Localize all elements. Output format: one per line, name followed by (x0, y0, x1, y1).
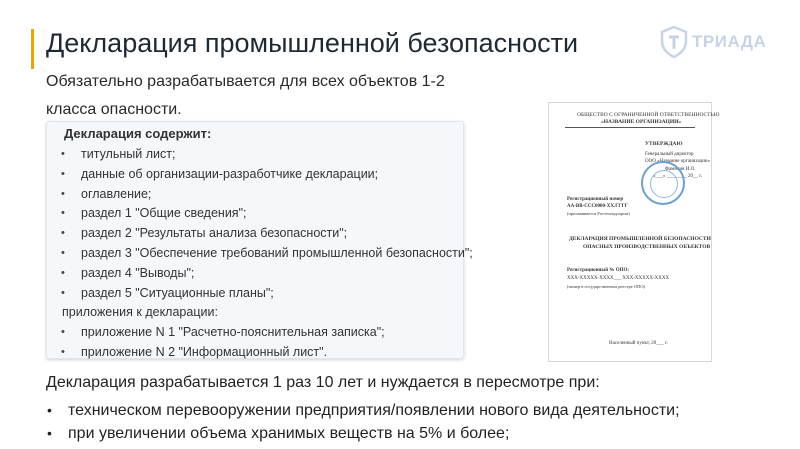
doc-approve: УТВЕРЖДАЮ (645, 141, 683, 147)
declaration-item: • титульный лист; (57, 145, 473, 165)
company-logo (660, 24, 770, 60)
declaration-heading: Декларация содержит: (64, 126, 212, 141)
doc-director: Генеральный директор (645, 152, 694, 157)
revision-condition-item: • при увеличении объема хранимых веществ на 5% и более; (46, 422, 680, 445)
doc-title-line1: ДЕКЛАРАЦИЯ ПРОМЫШЛЕННОЙ БЕЗОПАСНОСТИ (569, 236, 711, 242)
doc-opo-label: Регистрационный № ОПО: (567, 268, 630, 273)
doc-title-line2: ОПАСНЫХ ПРОИЗВОДСТВЕННЫХ ОБЪЕКТОВ (583, 244, 711, 250)
declaration-item: • раздел 2 "Результаты анализа безопасности"; (57, 224, 473, 244)
declaration-item: • данные об организации-разработчике декларации; (57, 165, 473, 185)
stamp-seal (641, 161, 685, 205)
declaration-items-list (57, 145, 473, 363)
declaration-item: • приложение N 2 "Информационный лист". (57, 343, 473, 363)
declaration-subheading: приложения к декларации: (62, 305, 218, 320)
doc-reg-number: АА-ВВ-ССС0000-ХХ.ГГГГ (567, 204, 628, 209)
declaration-contents-box (46, 121, 473, 359)
doc-opo-note: (номер в государственном реестре ОПО) (567, 284, 646, 289)
declaration-item: • раздел 4 "Выводы"; (57, 264, 473, 284)
doc-org-line2: «НАЗВАНИЕ ОРГАНИЗАЦИИ» (601, 119, 682, 125)
doc-footer: Населенный пункт, 20___ г. (609, 341, 668, 346)
page-subtitle: Обязательно разрабатывается для всех объектов 1-2 класса опасности. (46, 73, 445, 118)
doc-header-rule (565, 127, 695, 128)
document-preview (548, 102, 720, 362)
revision-condition-item: • техническом перевооружении предприятия/появлении нового вида деятельности; (46, 399, 680, 422)
shield-icon (660, 26, 688, 58)
doc-reg-label: Регистрационный номер (567, 197, 624, 202)
declaration-item: • раздел 5 "Ситуационные планы"; (57, 284, 473, 304)
page-title: Декларация промышленной безопасности (46, 28, 579, 58)
logo-text: ТРИАДА (692, 32, 767, 51)
declaration-item: • оглавление; (57, 185, 473, 205)
declaration-item: • раздел 3 "Обеспечение требований промышленной безопасности"; (57, 244, 473, 264)
doc-director-sign: Фамилия И.О. (665, 167, 696, 172)
doc-org-line1: ОБЩЕСТВО С ОГРАНИЧЕННОЙ ОТВЕТСТВЕННОСТЬЮ (577, 112, 720, 118)
doc-date-line: «___» ________ 20__ г. (653, 174, 702, 179)
declaration-item: • раздел 1 "Общие сведения"; (57, 204, 473, 224)
revision-conditions-list (46, 399, 680, 445)
declaration-item: • приложение N 1 "Расчетно-пояснительная записка"; (57, 323, 473, 343)
doc-opo-number: ХХХ-ХХХХХ-ХХХХ___ ХХХ-ХХХХХ-ХХХХ (567, 276, 670, 281)
doc-director-org: ООО «Название организации» (645, 159, 711, 164)
doc-reg-note: (присваивается Ростехнадзором) (567, 211, 630, 216)
title-accent-bar (31, 29, 34, 69)
revision-lead: Декларация разрабатывается 1 раз 10 лет и нуждается в пересмотре при: (46, 374, 600, 391)
